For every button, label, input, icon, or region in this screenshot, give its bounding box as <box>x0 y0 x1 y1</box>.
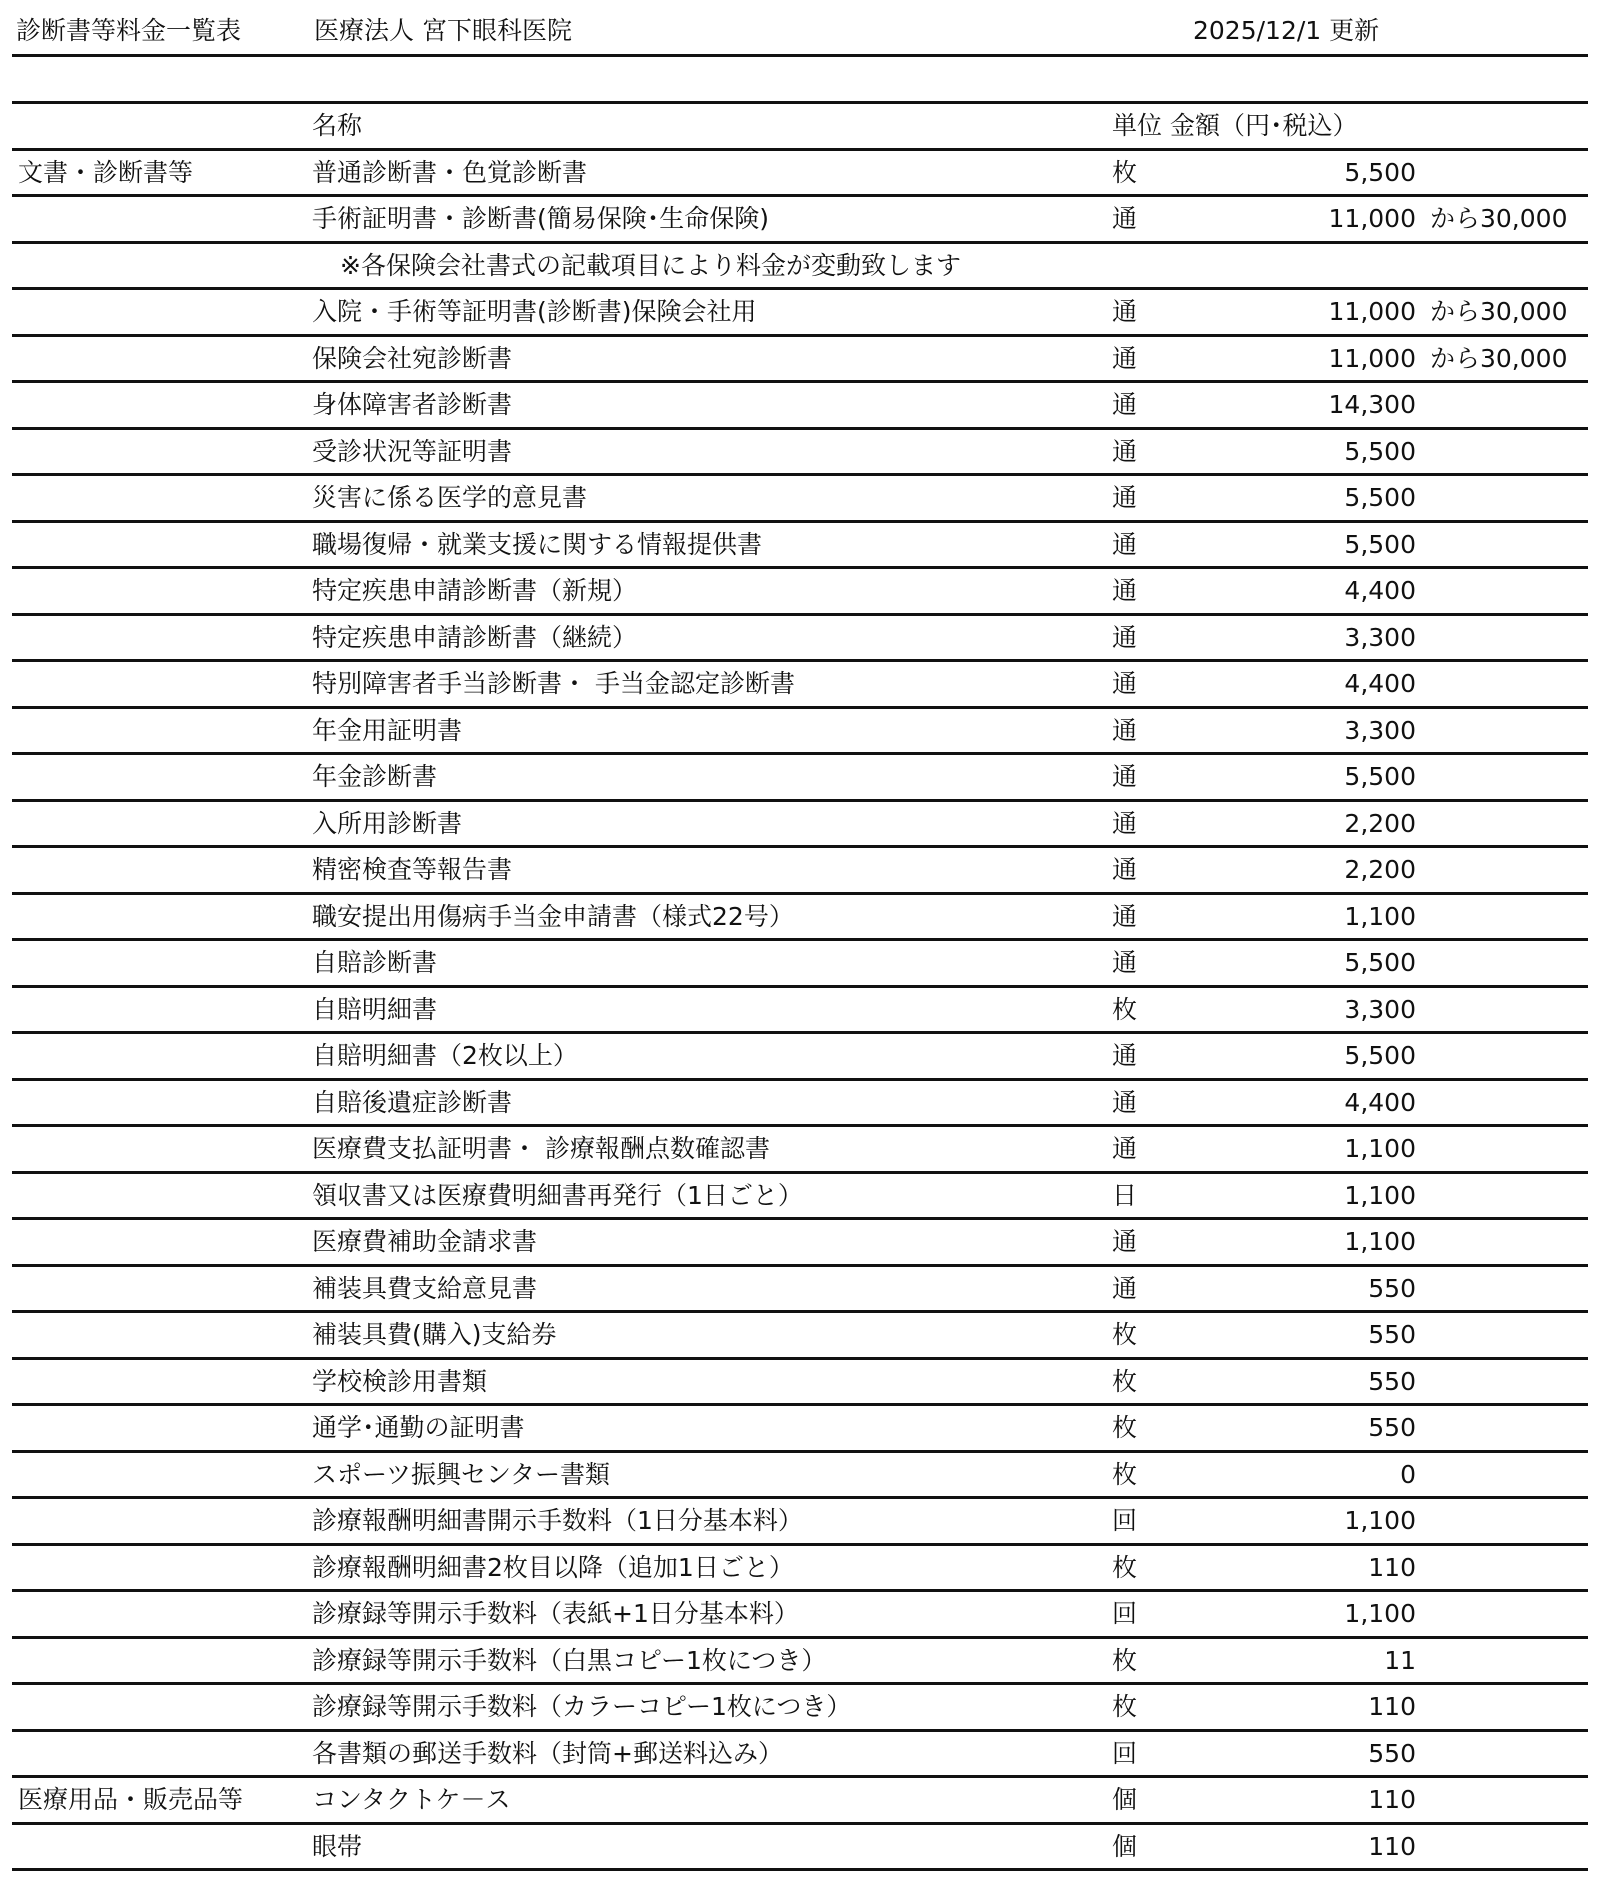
row-amount: 1,100 <box>1344 901 1416 931</box>
updated-date: 2025/12/1 更新 <box>1193 16 1380 45</box>
table-row <box>12 1313 1588 1360</box>
table-row <box>12 895 1588 942</box>
row-name: 災害に係る医学的意見書 <box>312 483 588 512</box>
row-amount: 11 <box>1384 1645 1416 1675</box>
row-name: 補装具費(購入)支給券 <box>312 1320 557 1349</box>
table-row <box>12 1034 1588 1081</box>
row-amount: 5,500 <box>1344 948 1416 977</box>
row-unit: 回 <box>1112 1506 1138 1535</box>
table-row <box>12 755 1588 802</box>
row-category: 文書・診断書等 <box>18 157 194 187</box>
table-row <box>12 1825 1588 1872</box>
row-amount: 0 <box>1400 1459 1416 1489</box>
table-row <box>12 1174 1588 1221</box>
row-unit: 枚 <box>1112 1552 1138 1582</box>
table-row <box>12 1546 1588 1593</box>
row-unit: 通 <box>1112 1227 1138 1256</box>
row-name: コンタクトケ－ス <box>312 1785 511 1814</box>
row-name: 自賠後遺症診断書 <box>312 1087 513 1117</box>
header-underline <box>12 54 1588 57</box>
table-row <box>12 988 1588 1035</box>
column-header-row <box>12 104 1588 151</box>
row-amount: 1,100 <box>1344 1180 1416 1210</box>
table-row <box>12 383 1588 430</box>
row-name: 普通診断書・色覚診断書 <box>312 157 588 187</box>
row-amount: 5,500 <box>1344 483 1416 512</box>
row-unit: 枚 <box>1112 1692 1138 1721</box>
row-unit: 個 <box>1112 1785 1138 1814</box>
table-row <box>12 802 1588 849</box>
row-unit: 回 <box>1112 1599 1138 1628</box>
row-name: 入所用診断書 <box>312 808 463 838</box>
row-amount: 110 <box>1368 1785 1416 1814</box>
row-name: 年金用証明書 <box>312 715 463 745</box>
table-row <box>12 1220 1588 1267</box>
row-unit: 通 <box>1112 669 1138 698</box>
row-amount: 550 <box>1368 1413 1416 1442</box>
row-amount: 2,200 <box>1344 808 1416 838</box>
row-name: 診療録等開示手数料（カラーコピー1枚につき） <box>312 1692 852 1721</box>
row-name: 自賠明細書 <box>312 994 438 1024</box>
row-unit: 通 <box>1112 901 1138 931</box>
row-unit: 枚 <box>1112 994 1138 1024</box>
table-row <box>12 523 1588 570</box>
table-row <box>12 941 1588 988</box>
row-unit: 枚 <box>1112 1366 1138 1396</box>
row-name: 身体障害者診断書 <box>312 390 513 419</box>
row-amount: 5,500 <box>1344 157 1416 187</box>
row-unit: 枚 <box>1112 1413 1138 1442</box>
row-unit: 通 <box>1112 436 1138 466</box>
table-row <box>12 1267 1588 1314</box>
row-amount: 11,000 <box>1328 297 1416 326</box>
row-name: 各書類の郵送手数料（封筒+郵送料込み） <box>312 1738 783 1768</box>
row-amount: 550 <box>1368 1273 1416 1303</box>
row-name: 医療費補助金請求書 <box>312 1227 538 1256</box>
row-amount: 550 <box>1368 1366 1416 1396</box>
row-name: 自賠診断書 <box>312 948 438 977</box>
table-row <box>12 476 1588 523</box>
column-header-name: 名称 <box>312 111 363 140</box>
table-row <box>12 1639 1588 1686</box>
row-amount: 110 <box>1368 1552 1416 1582</box>
row-unit: 通 <box>1112 622 1138 652</box>
row-amount: 14,300 <box>1328 390 1416 419</box>
table-row <box>12 1592 1588 1639</box>
row-name: 特別障害者手当診断書・ 手当金認定診断書 <box>312 669 795 698</box>
row-note: ※各保険会社書式の記載項目により料金が変動致します <box>340 250 961 280</box>
row-unit: 日 <box>1112 1180 1138 1210</box>
row-unit: 通 <box>1112 1134 1138 1163</box>
row-unit: 回 <box>1112 1738 1138 1768</box>
row-amount: 4,400 <box>1344 576 1416 605</box>
row-unit: 個 <box>1112 1831 1138 1861</box>
row-unit: 通 <box>1112 715 1138 745</box>
row-name: 医療費支払証明書・ 診療報酬点数確認書 <box>312 1134 770 1163</box>
row-unit: 通 <box>1112 343 1138 373</box>
table-row <box>12 1732 1588 1779</box>
row-amount: 11,000 <box>1328 343 1416 373</box>
row-name: 入院・手術等証明書(診断書)保険会社用 <box>312 297 757 326</box>
row-name: 年金診断書 <box>312 762 438 791</box>
row-amount: 1,100 <box>1344 1599 1416 1628</box>
row-name: 職安提出用傷病手当金申請書（様式22号） <box>312 901 794 931</box>
table-row <box>12 662 1588 709</box>
row-name: 保険会社宛診断書 <box>312 343 513 373</box>
row-amount: 550 <box>1368 1320 1416 1349</box>
row-unit: 通 <box>1112 948 1138 977</box>
table-row <box>12 1499 1588 1546</box>
table-row <box>12 1127 1588 1174</box>
row-name: 通学･通勤の証明書 <box>312 1413 525 1442</box>
row-unit: 通 <box>1112 529 1138 559</box>
row-name: 診療録等開示手数料（白黒コピー1枚につき） <box>312 1645 827 1675</box>
row-name: 特定疾患申請診断書（新規） <box>312 576 638 605</box>
clinic-name: 医療法人 宮下眼科医院 <box>314 16 572 45</box>
table-row <box>12 569 1588 616</box>
row-amount: 5,500 <box>1344 762 1416 791</box>
row-unit: 枚 <box>1112 1645 1138 1675</box>
row-unit: 通 <box>1112 808 1138 838</box>
row-amount: 1,100 <box>1344 1227 1416 1256</box>
row-amount: 1,100 <box>1344 1506 1416 1535</box>
table-row <box>12 1778 1588 1825</box>
row-name: 学校検診用書類 <box>312 1366 488 1396</box>
row-name: 診療報酬明細書2枚目以降（追加1日ごと） <box>312 1552 794 1582</box>
row-unit: 枚 <box>1112 1459 1138 1489</box>
table-row <box>12 848 1588 895</box>
row-amount: 110 <box>1368 1692 1416 1721</box>
row-unit: 通 <box>1112 483 1138 512</box>
row-amount: 550 <box>1368 1738 1416 1768</box>
row-amount: 3,300 <box>1344 715 1416 745</box>
row-amount: 11,000 <box>1328 204 1416 233</box>
row-amount-suffix: から30,000 <box>1430 297 1568 326</box>
table-row <box>12 430 1588 477</box>
table-row <box>12 151 1588 198</box>
row-amount: 5,500 <box>1344 436 1416 466</box>
table-row <box>12 1453 1588 1500</box>
row-name: 眼帯 <box>312 1831 363 1861</box>
row-name: 特定疾患申請診断書（継続） <box>312 622 638 652</box>
row-amount: 5,500 <box>1344 529 1416 559</box>
row-name: 補装具費支給意見書 <box>312 1273 538 1303</box>
row-unit: 枚 <box>1112 157 1138 187</box>
document-title: 診断書等料金一覧表 <box>16 16 242 45</box>
note-row <box>12 244 1588 291</box>
row-name: 受診状況等証明書 <box>312 436 513 466</box>
table-row <box>12 290 1588 337</box>
row-amount: 110 <box>1368 1831 1416 1861</box>
row-unit: 通 <box>1112 1087 1138 1117</box>
row-name: スポーツ振興センター書類 <box>312 1459 611 1489</box>
row-amount: 1,100 <box>1344 1134 1416 1163</box>
table-row <box>12 197 1588 244</box>
row-amount: 3,300 <box>1344 622 1416 652</box>
row-amount-suffix: から30,000 <box>1430 204 1568 233</box>
row-unit: 枚 <box>1112 1320 1138 1349</box>
row-amount: 4,400 <box>1344 669 1416 698</box>
table-row <box>12 616 1588 663</box>
row-amount: 4,400 <box>1344 1087 1416 1117</box>
row-name: 診療録等開示手数料（表紙+1日分基本料） <box>312 1599 799 1628</box>
table-row <box>12 1081 1588 1128</box>
row-amount: 2,200 <box>1344 855 1416 884</box>
row-amount: 3,300 <box>1344 994 1416 1024</box>
column-header-unit-amount: 単位 金額（円･税込） <box>1112 111 1358 140</box>
row-unit: 通 <box>1112 1273 1138 1303</box>
table-row <box>12 709 1588 756</box>
row-name: 職場復帰・就業支援に関する情報提供書 <box>312 529 763 559</box>
row-unit: 通 <box>1112 855 1138 884</box>
row-name: 領収書又は医療費明細書再発行（1日ごと） <box>312 1180 803 1210</box>
row-name: 自賠明細書（2枚以上） <box>312 1041 578 1070</box>
row-unit: 通 <box>1112 576 1138 605</box>
row-unit: 通 <box>1112 390 1138 419</box>
row-unit: 通 <box>1112 297 1138 326</box>
row-unit: 通 <box>1112 1041 1138 1070</box>
row-name: 精密検査等報告書 <box>312 855 513 884</box>
table-row <box>12 1406 1588 1453</box>
row-unit: 通 <box>1112 204 1138 233</box>
table-row <box>12 1360 1588 1407</box>
table-row <box>12 337 1588 384</box>
row-category: 医療用品・販売品等 <box>18 1785 244 1814</box>
table-row <box>12 1685 1588 1732</box>
row-name: 手術証明書・診断書(簡易保険･生命保険) <box>312 204 770 233</box>
row-name: 診療報酬明細書開示手数料（1日分基本料） <box>312 1506 803 1535</box>
row-amount-suffix: から30,000 <box>1430 343 1568 373</box>
row-amount: 5,500 <box>1344 1041 1416 1070</box>
row-unit: 通 <box>1112 762 1138 791</box>
